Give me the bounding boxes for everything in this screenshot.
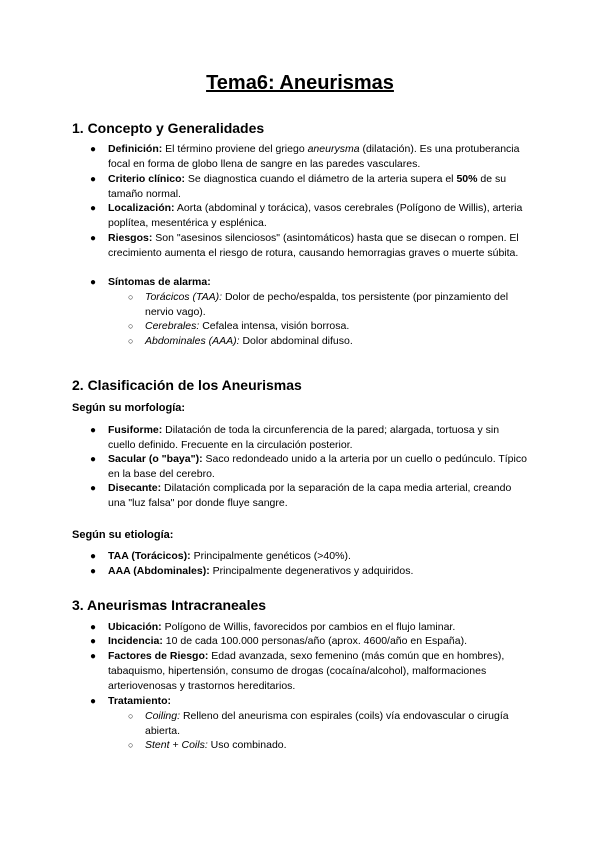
page-title: Tema6: Aneurismas <box>206 72 394 94</box>
sub-list-item: Stent + Coils: Uso combinado. <box>145 739 287 751</box>
bullet-icon: ● <box>90 696 97 707</box>
list-item: Sacular (o "baya"): Saco redondeado unido a la arteria por un cuello o pedúnculo. Típico en la base del cerebro. <box>108 453 527 480</box>
bullet-icon: ● <box>90 636 97 647</box>
list-item: Localización: Aorta (abdominal y torácica), vasos cerebrales (Polígono de Willis), arteria poplítea, mesentérica y esplénica. <box>108 202 523 229</box>
circle-bullet-icon: ○ <box>128 292 134 302</box>
list-item: Factores de Riesgo: Edad avanzada, sexo femenino (más común que en hombres), tabaquismo, hipertensión, consumo de drogas (cocaína/alcohol), malformaciones arteriovenosas y trastornos hereditarios. <box>108 650 505 692</box>
section-heading-3: 3. Aneurismas Intracraneales <box>72 597 267 613</box>
list-item: AAA (Abdominales): Principalmente degenerativos y adquiridos. <box>108 565 414 577</box>
circle-bullet-icon: ○ <box>128 711 134 721</box>
sub-list-item: Abdominales (AAA): Dolor abdominal difuso. <box>145 335 353 347</box>
bullet-icon: ● <box>90 233 97 244</box>
subheading-morphology: Según su morfología: <box>72 402 186 414</box>
list-item: Síntomas de alarma: <box>108 276 211 288</box>
list-item: Fusiforme: Dilatación de toda la circunferencia de la pared; alargada, tortuosa y sin cuello definido. Frecuente en la circulación posterior. <box>108 424 500 451</box>
sub-list-item: Torácicos (TAA): Dolor de pecho/espalda, tos persistente (por pinzamiento del nervio vago). <box>145 291 509 318</box>
bullet-icon: ● <box>90 651 97 662</box>
section-heading-1: 1. Concepto y Generalidades <box>72 120 265 136</box>
list-item: Riesgos: Son "asesinos silenciosos" (asintomáticos) hasta que se disecan o rompen. El crecimiento aumenta el riesgo de rotura, causando hemorragias graves o muerte súbita. <box>108 232 519 259</box>
bullet-icon: ● <box>90 277 97 288</box>
circle-bullet-icon: ○ <box>128 321 134 331</box>
bullet-icon: ● <box>90 144 97 155</box>
list-item: Incidencia: 10 de cada 100.000 personas/año (aprox. 4600/año en España). <box>108 635 468 647</box>
list-item: Tratamiento: <box>108 695 172 707</box>
circle-bullet-icon: ○ <box>128 336 134 346</box>
section-heading-2: 2. Clasificación de los Aneurismas <box>72 377 302 393</box>
bullet-icon: ● <box>90 425 97 436</box>
bullet-icon: ● <box>90 566 97 577</box>
list-item: Disecante: Dilatación complicada por la separación de la capa media arterial, creando una "luz falsa" por donde fluye sangre. <box>108 482 512 509</box>
list-item: Criterio clínico: Se diagnostica cuando el diámetro de la arteria supera el 50% de su tamaño normal. <box>108 173 507 200</box>
bullet-icon: ● <box>90 622 97 633</box>
bullet-icon: ● <box>90 483 97 494</box>
list-item: Ubicación: Polígono de Willis, favorecidos por cambios en el flujo laminar. <box>108 621 456 633</box>
bullet-icon: ● <box>90 174 97 185</box>
sub-list-item: Cerebrales: Cefalea intensa, visión borrosa. <box>145 320 350 332</box>
subheading-etiology: Según su etiología: <box>72 529 174 541</box>
sub-list-item: Coiling: Relleno del aneurisma con espirales (coils) vía endovascular o cirugía abierta. <box>145 710 509 737</box>
bullet-icon: ● <box>90 551 97 562</box>
bullet-icon: ● <box>90 203 97 214</box>
list-item: Definición: El término proviene del griego aneurysma (dilatación). Es una protuberancia focal en forma de globo llena de sangre en las paredes vasculares. <box>108 143 520 170</box>
circle-bullet-icon: ○ <box>128 740 134 750</box>
bullet-icon: ● <box>90 454 97 465</box>
list-item: TAA (Torácicos): Principalmente genéticos (>40%). <box>108 550 351 562</box>
